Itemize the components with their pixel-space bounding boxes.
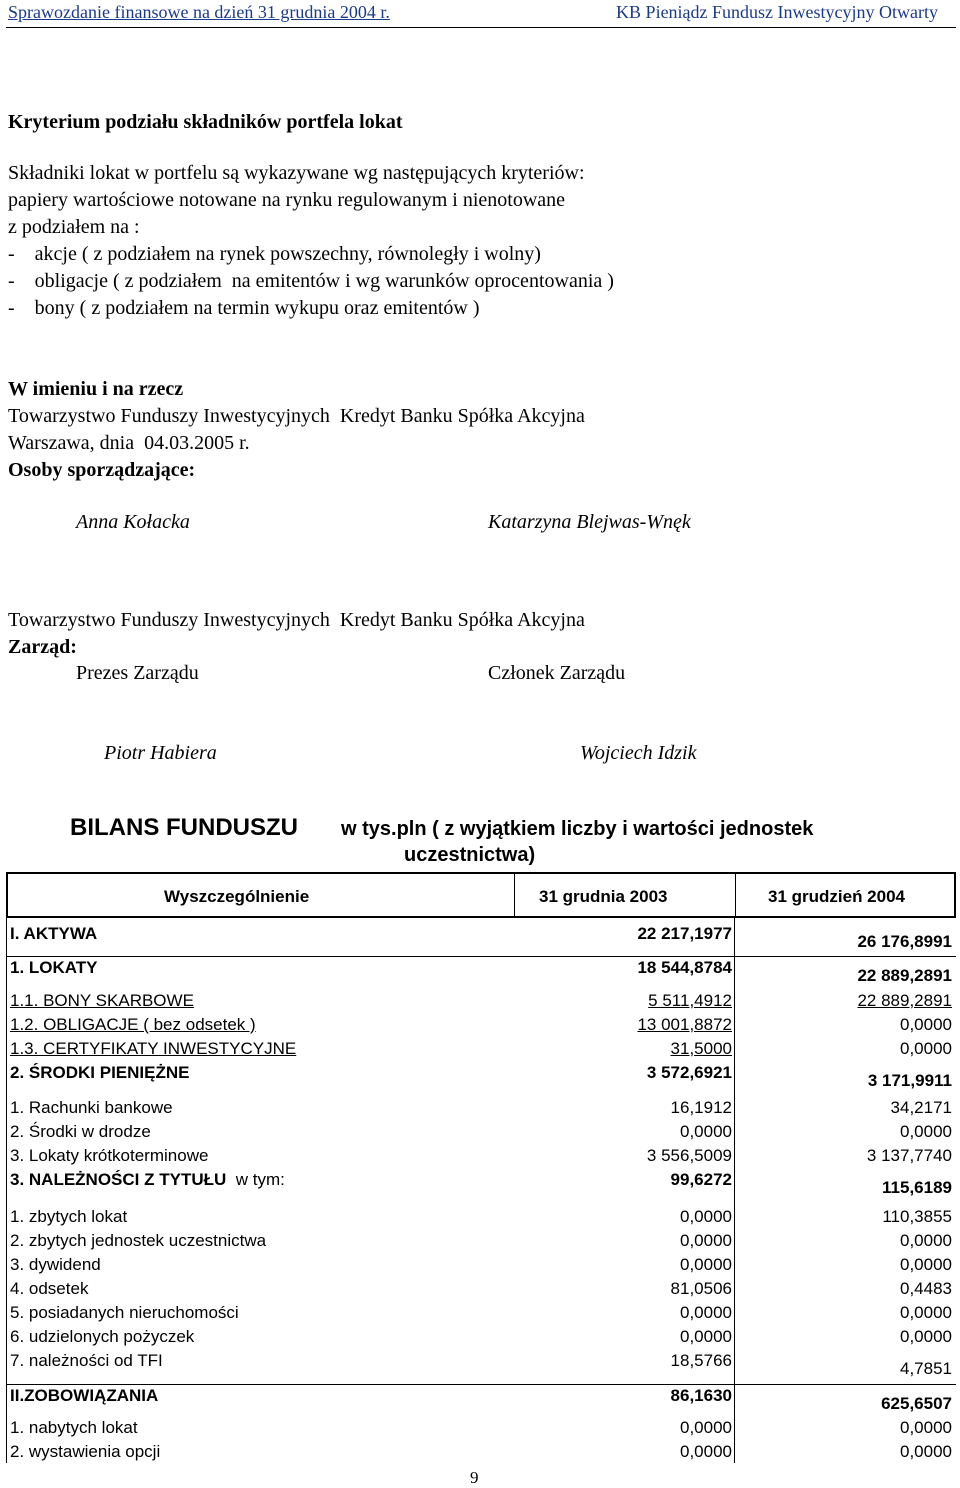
table-row: 3. Lokaty krótkoterminowe 3 556,5009 3 137,7740	[10, 1146, 952, 1165]
on-behalf-label: W imieniu i na rzecz	[8, 378, 184, 400]
board-role: Członek Zarządu	[488, 662, 626, 684]
column-header-2004: 31 grudzień 2004	[768, 887, 906, 906]
board-role: Prezes Zarządu	[76, 662, 199, 684]
criteria-line: Składniki lokat w portfelu są wykazywane wg następujących kryteriów:	[8, 162, 585, 184]
column-header-description: Wyszczególnienie	[164, 887, 310, 906]
document-header-title: Sprawozdanie finansowe na dzień 31 grudnia 2004 r.	[8, 2, 390, 22]
table-row: I. AKTYWA 22 217,1977 26 176,8991	[10, 924, 952, 951]
table-row: 1. Rachunki bankowe 16,1912 34,2171	[10, 1098, 952, 1117]
criteria-line: - bony ( z podziałem na termin wykupu oraz emitentów )	[8, 297, 480, 319]
balance-sheet-unit: w tys.pln ( z wyjątkiem liczby i wartości jednostek	[341, 818, 814, 840]
table-row: 3. dywidend 0,0000 0,0000	[10, 1255, 952, 1274]
criteria-title: Kryterium podziału składników portfela lokat	[8, 111, 403, 133]
table-row: 1. nabytych lokat 0,0000 0,0000	[10, 1418, 952, 1437]
table-row: 5. posiadanych nieruchomości 0,0000 0,0000	[10, 1303, 952, 1322]
table-row: 2. ŚRODKI PIENIĘŻNE 3 572,6921 3 171,9911	[10, 1063, 952, 1090]
preparer-name: Anna Kołacka	[76, 511, 190, 533]
board-member-name: Wojciech Idzik	[580, 742, 697, 764]
table-row: 1.1. BONY SKARBOWE 5 511,4912 22 889,2891	[10, 991, 952, 1010]
row-separator	[6, 1384, 956, 1385]
place-date: Warszawa, dnia 04.03.2005 r.	[8, 432, 250, 454]
table-row: 2. Środki w drodze 0,0000 0,0000	[10, 1122, 952, 1141]
table-row: II.ZOBOWIĄZANIA 86,1630 625,6507	[10, 1386, 952, 1413]
balance-sheet-title: BILANS FUNDUSZU	[70, 814, 298, 841]
criteria-line: - obligacje ( z podziałem na emitentów i wg warunków oprocentowania )	[8, 270, 614, 292]
header-divider	[6, 27, 956, 28]
table-row: 6. udzielonych pożyczek 0,0000 0,0000	[10, 1327, 952, 1346]
table-row: 3. NALEŻNOŚCI Z TYTUŁU w tym: 99,6272 115,6189	[10, 1170, 952, 1197]
page-number: 9	[470, 1468, 479, 1487]
table-row: 2. zbytych jednostek uczestnictwa 0,0000 0,0000	[10, 1231, 952, 1250]
column-header-2003: 31 grudnia 2003	[539, 887, 668, 906]
table-row: 1. zbytych lokat 0,0000 110,3855	[10, 1207, 952, 1226]
table-row: 4. odsetek 81,0506 0,4483	[10, 1279, 952, 1298]
board-member-name: Piotr Habiera	[104, 742, 217, 764]
criteria-line: papiery wartościowe notowane na rynku regulowanym i nienotowane	[8, 189, 566, 211]
criteria-line: z podziałem na :	[8, 216, 140, 238]
company-name: Towarzystwo Funduszy Inwestycyjnych Kredyt Banku Spółka Akcyjna	[8, 405, 585, 427]
preparers-label: Osoby sporządzające:	[8, 459, 196, 481]
row-separator	[6, 956, 956, 957]
table-row: 2. wystawienia opcji 0,0000 0,0000	[10, 1442, 952, 1461]
table-row: 1. LOKATY 18 544,8784 22 889,2891	[10, 958, 952, 985]
preparer-name: Katarzyna Blejwas-Wnęk	[488, 511, 691, 533]
table-row: 1.3. CERTYFIKATY INWESTYCYJNE 31,5000 0,0000	[10, 1039, 952, 1058]
document-header-fund-name: KB Pieniądz Fundusz Inwestycyjny Otwarty	[616, 2, 938, 22]
table-row: 7. należności od TFI 18,5766 4,7851	[10, 1351, 952, 1378]
table-row: 1.2. OBLIGACJE ( bez odsetek ) 13 001,8872 0,0000	[10, 1015, 952, 1034]
criteria-line: - akcje ( z podziałem na rynek powszechny, równoległy i wolny)	[8, 243, 541, 265]
balance-sheet-unit-cont: uczestnictwa)	[404, 844, 536, 866]
board-label: Zarząd:	[8, 636, 77, 658]
company-name-2: Towarzystwo Funduszy Inwestycyjnych Kredyt Banku Spółka Akcyjna	[8, 609, 585, 631]
